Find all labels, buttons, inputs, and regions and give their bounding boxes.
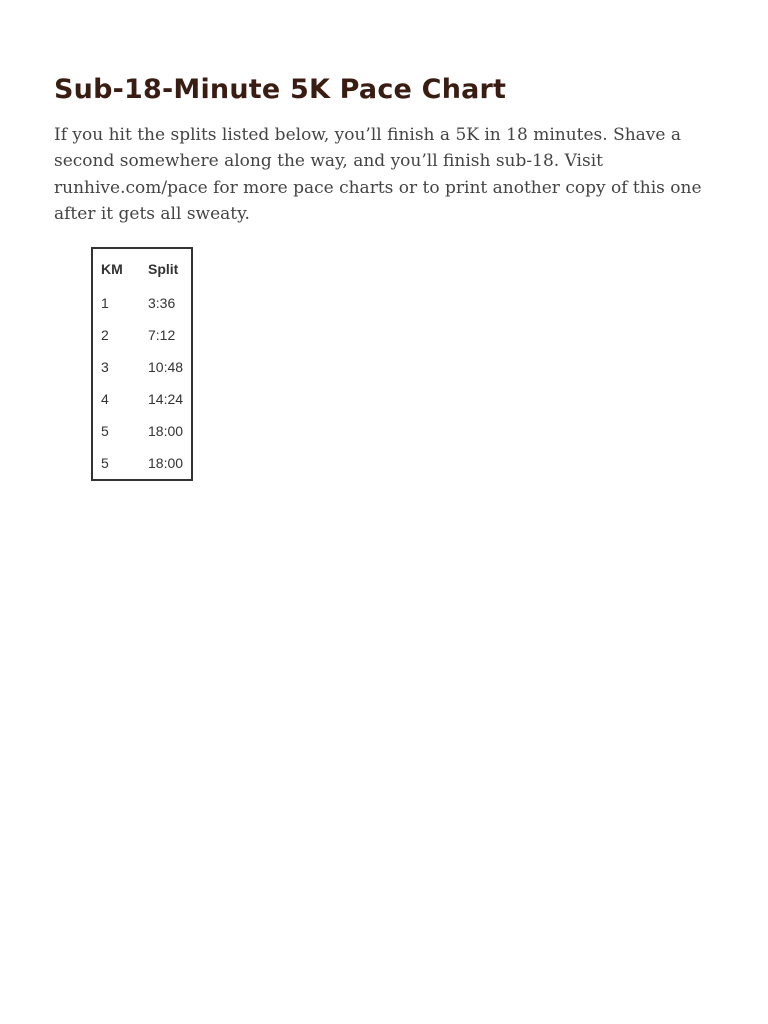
page-title: Sub-18-Minute 5K Pace Chart: [54, 74, 507, 105]
intro-paragraph: If you hit the splits listed below, you’ll finish a 5K in 18 minutes. Shave a second somewhere along the way, and you’ll finish sub-18. Visit runhive.com/pace for more pace charts or to print another copy of this one after it gets all sweaty.: [54, 125, 702, 224]
column-header-split: Split: [148, 261, 179, 277]
article: [54, 72, 714, 227]
km-cell: 2: [101, 327, 109, 343]
table-header-row: [93, 249, 191, 287]
split-cell: 3:36: [148, 295, 176, 311]
km-cell: 1: [101, 295, 109, 311]
split-cell: 14:24: [148, 391, 184, 407]
table-row: [93, 319, 191, 351]
table-row: [93, 447, 191, 479]
km-cell: 5: [101, 455, 109, 471]
split-cell: 18:00: [148, 455, 184, 471]
table-row: [93, 383, 191, 415]
km-cell: 5: [101, 423, 109, 439]
column-header-km: KM: [101, 261, 123, 277]
km-cell: 4: [101, 391, 109, 407]
table-row: [93, 287, 191, 319]
km-cell: 3: [101, 359, 109, 375]
table-row: [93, 415, 191, 447]
table-row: [93, 351, 191, 383]
split-cell: 10:48: [148, 359, 184, 375]
split-cell: 7:12: [148, 327, 176, 343]
pace-table: [91, 247, 193, 481]
split-cell: 18:00: [148, 423, 184, 439]
